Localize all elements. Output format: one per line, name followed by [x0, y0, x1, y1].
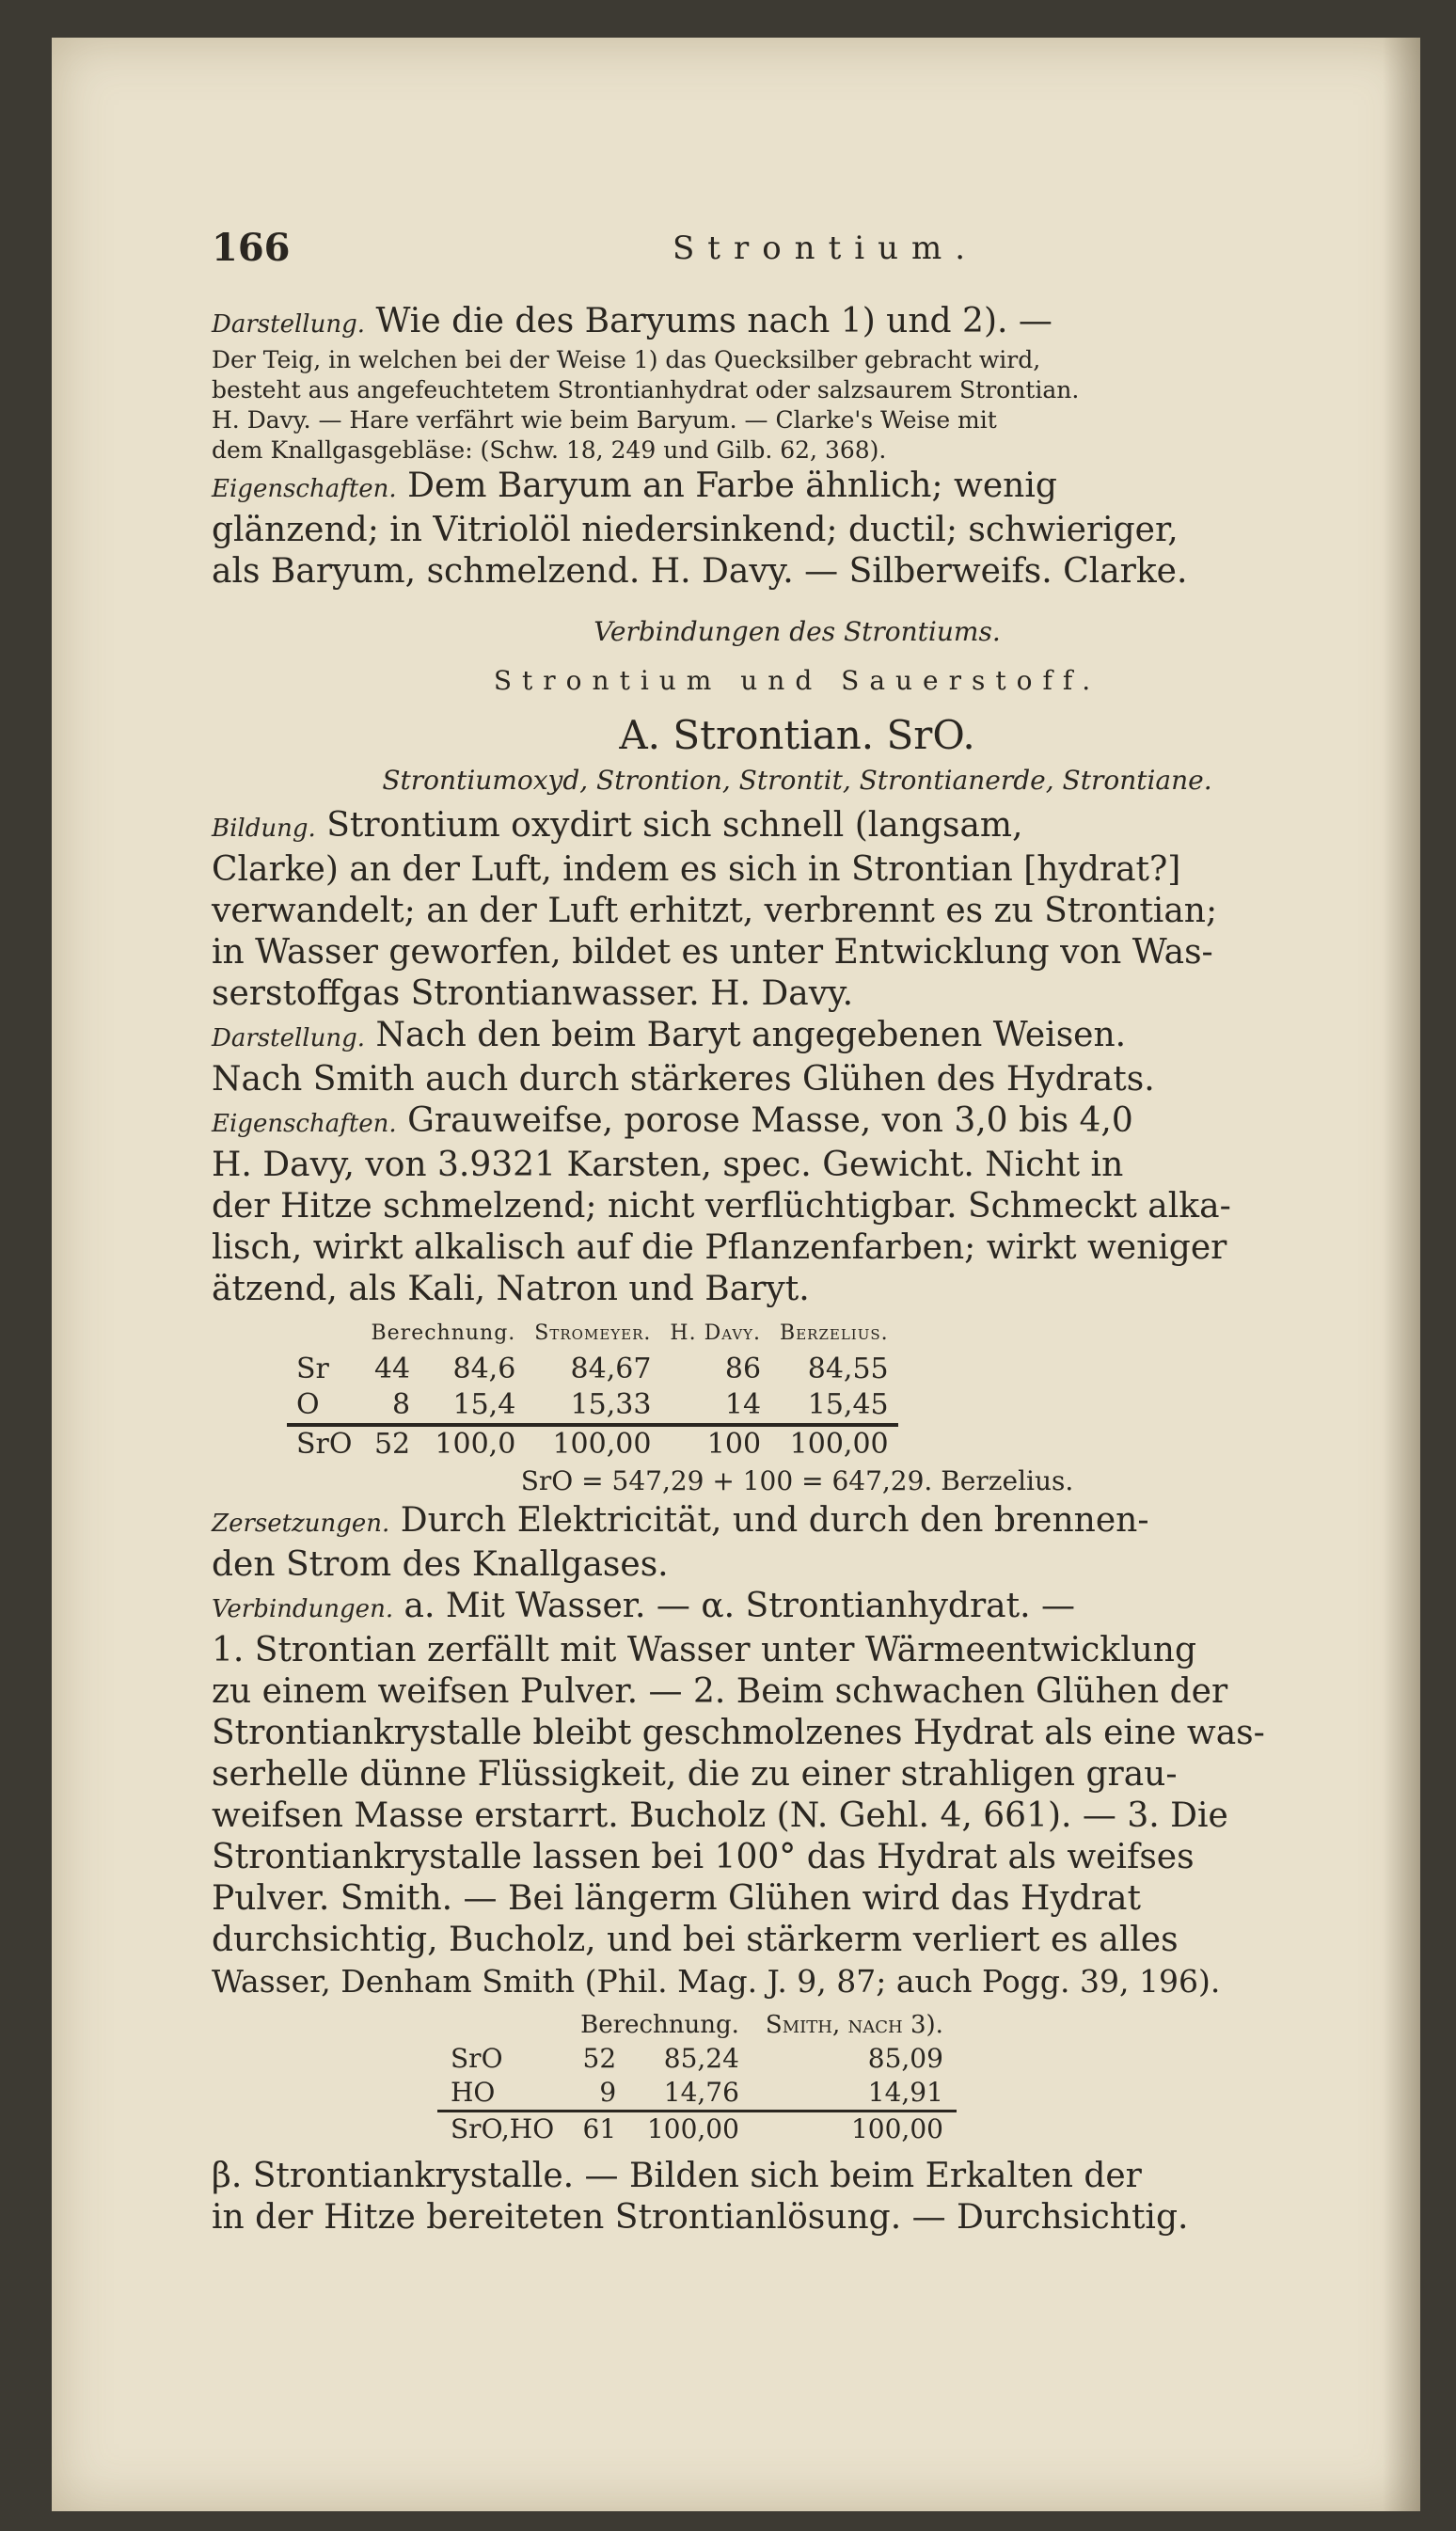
table-cell: 14,76 — [663, 2077, 739, 2108]
table-cell: 15,33 — [570, 1388, 652, 1421]
table-header-row — [437, 2008, 957, 2042]
text-line: Strontiankrystalle bleibt geschmolzenes Hydrat als eine was- — [212, 1714, 1265, 1752]
atomic-weight-formula: SrO = 547,29 + 100 = 647,29. Berzelius. — [520, 1465, 1074, 1496]
table-row — [287, 1352, 898, 1387]
table-cell: 14,91 — [867, 2077, 943, 2108]
table-cell: 52 — [582, 2043, 617, 2074]
table-header-row — [287, 1316, 898, 1352]
table-sum-row — [437, 2112, 957, 2147]
table-header: Smith, nach 3). — [765, 2011, 943, 2039]
paragraph-text: a. Mit Wasser. — α. Strontianhydrat. — — [404, 1587, 1075, 1625]
table-header: Berzelius. — [780, 1321, 889, 1345]
table-cell: 85,24 — [663, 2043, 739, 2074]
page-number: 166 — [212, 226, 291, 270]
text-line: zu einem weifsen Pulver. — 2. Beim schwachen Glühen der — [212, 1672, 1228, 1711]
paragraph-first-line — [212, 1100, 1383, 1145]
text-line: serstoffgas Strontianwasser. H. Davy. — [212, 974, 854, 1013]
table-cell: 84,6 — [452, 1353, 516, 1385]
paragraph-first-line — [212, 805, 1383, 849]
text-line: ätzend, als Kali, Natron und Baryt. — [212, 1270, 810, 1308]
text-line: verwandelt; an der Luft erhitzt, verbrennt es zu Strontian; — [212, 892, 1218, 930]
text-line: in der Hitze bereiteten Strontianlösung. — Durchsichtig. — [212, 2198, 1189, 2237]
table-cell: 8 — [392, 1388, 411, 1421]
table-cell: 84,55 — [807, 1353, 889, 1385]
synonyms-line: Strontiumoxyd, Strontion, Strontit, Strontianerde, Strontiane. — [382, 765, 1212, 796]
table-cell: 100,00 — [770, 1425, 898, 1463]
table-cell: 61 — [567, 2112, 629, 2147]
text-line: der Hitze schmelzend; nicht verflüchtigbar. Schmeckt alka- — [212, 1187, 1231, 1226]
page-header — [212, 226, 1383, 282]
paragraph-first-line — [212, 1500, 1383, 1544]
paragraph-eigenschaften — [212, 466, 1383, 593]
table-header: Berechnung. — [580, 2011, 739, 2039]
paragraph-first-line — [212, 466, 1383, 510]
page-spine-shadow — [1383, 38, 1420, 2511]
text-line: durchsichtig, Bucholz, und bei stärkerm verliert es alles — [212, 1921, 1179, 1959]
section-subtitle: Strontium und Sauerstoff. — [493, 665, 1101, 696]
text-line: als Baryum, schmelzend. H. Davy. — Silberweifs. Clarke. — [212, 552, 1188, 591]
table-cell: 100 — [660, 1425, 770, 1463]
table-cell: 9 — [599, 2077, 617, 2108]
composition-table — [287, 1316, 898, 1463]
paragraph-label: Eigenschaften. — [212, 475, 397, 503]
table-cell: 86 — [724, 1353, 762, 1385]
text-line: Wasser, Denham Smith (Phil. Mag. J. 9, 87; auch Pogg. 39, 196). — [212, 1963, 1221, 2000]
table-cell: Sr — [296, 1353, 329, 1385]
paragraph-label: Bildung. — [212, 815, 316, 843]
table-cell: SrO — [287, 1425, 362, 1463]
paragraph-text: Nach den beim Baryt angegebenen Weisen. — [375, 1016, 1127, 1054]
paragraph-text: Grauweifse, porose Masse, von 3,0 bis 4,0 — [407, 1101, 1133, 1140]
paragraph-first-line — [212, 1586, 1383, 1630]
table-cell: 100,00 — [752, 2112, 957, 2147]
book-page — [52, 38, 1420, 2511]
hydrate-table — [437, 2008, 957, 2146]
paragraph-text: Strontium oxydirt sich schnell (langsam, — [326, 806, 1023, 845]
text-line: Pulver. Smith. — Bei längerm Glühen wird das Hydrat — [212, 1879, 1141, 1918]
paragraph-zersetzungen — [212, 1500, 1383, 1586]
table-cell: 100,00 — [525, 1425, 660, 1463]
text-line: H. Davy, von 3.9321 Karsten, spec. Gewicht. Nicht in — [212, 1146, 1124, 1184]
table-cell: SrO — [451, 2043, 503, 2074]
paragraph-eigenschaften-2 — [212, 1100, 1383, 1310]
paragraph-label: Darstellung. — [212, 310, 365, 339]
text-line: H. Davy. — Hare verfährt wie beim Baryum. — Clarke's Weise mit — [212, 406, 997, 434]
text-line: weifsen Masse erstarrt. Bucholz (N. Gehl. 4, 661). — 3. Die — [212, 1796, 1228, 1835]
paragraph-bildung — [212, 805, 1383, 1015]
table-cell: 15,4 — [452, 1388, 516, 1421]
table-header: H. Davy. — [670, 1321, 762, 1345]
paragraph-strontiankrystalle — [212, 2156, 1383, 2238]
table-row — [287, 1387, 898, 1425]
table-cell: 14 — [724, 1388, 762, 1421]
table-cell: HO — [451, 2077, 496, 2108]
table-cell: 100,00 — [629, 2112, 752, 2147]
table-header: Stromeyer. — [534, 1321, 652, 1345]
text-line: lisch, wirkt alkalisch auf die Pflanzenfarben; wirkt weniger — [212, 1228, 1227, 1267]
table-cell: 100,0 — [419, 1425, 525, 1463]
text-line: in Wasser geworfen, bildet es unter Entwicklung von Was- — [212, 933, 1213, 972]
paragraph-label: Eigenschaften. — [212, 1110, 397, 1138]
table-cell: 84,67 — [570, 1353, 652, 1385]
paragraph-first-line — [212, 301, 1383, 345]
paragraph-label: Darstellung. — [212, 1024, 365, 1052]
table-header — [437, 2008, 567, 2042]
table-header: Berechnung. — [371, 1321, 516, 1345]
table-header — [287, 1316, 362, 1352]
paragraph-text: Dem Baryum an Farbe ähnlich; wenig — [407, 467, 1057, 505]
text-line: dem Knallgasgebläse: (Schw. 18, 249 und Gilb. 62, 368). — [212, 436, 887, 464]
text-line: glänzend; in Vitriolöl niedersinkend; ductil; schwieriger, — [212, 511, 1179, 549]
text-line: Strontiankrystalle lassen bei 100° das Hydrat als weifses — [212, 1838, 1195, 1876]
paragraph-label: Zersetzungen. — [212, 1510, 390, 1538]
paragraph-darstellung-2 — [212, 1015, 1383, 1100]
table-cell: 44 — [373, 1353, 411, 1385]
paragraph-first-line — [212, 1015, 1383, 1059]
table-cell: O — [296, 1388, 320, 1421]
table-cell: SrO,HO — [437, 2112, 567, 2147]
running-title: Strontium. — [673, 229, 979, 267]
table-sum-row — [287, 1425, 898, 1463]
table-row — [437, 2076, 957, 2112]
text-line: besteht aus angefeuchtetem Strontianhydrat oder salzsaurem Strontian. — [212, 376, 1080, 403]
paragraph-label: Verbindungen. — [212, 1595, 394, 1623]
paragraph-text: Wie die des Baryums nach 1) und 2). — — [375, 302, 1052, 340]
text-line: 1. Strontian zerfällt mit Wasser unter Wärmeentwicklung — [212, 1631, 1197, 1669]
table-cell: 52 — [362, 1425, 420, 1463]
paragraph-darstellung — [212, 301, 1383, 466]
table-row — [437, 2042, 957, 2076]
text-line: Clarke) an der Luft, indem es sich in Strontian [hydrat?] — [212, 850, 1181, 889]
paragraph-text: Durch Elektricität, und durch den brennen- — [400, 1501, 1149, 1540]
paragraph-verbindungen — [212, 1586, 1383, 2002]
text-line: Nach Smith auch durch stärkeres Glühen des Hydrats. — [212, 1060, 1155, 1099]
text-line: serhelle dünne Flüssigkeit, die zu einer strahligen grau- — [212, 1755, 1178, 1794]
table-cell: 85,09 — [867, 2043, 943, 2074]
page-content — [212, 226, 1383, 2238]
compound-heading: A. Strontian. SrO. — [619, 712, 975, 758]
text-line: Der Teig, in welchen bei der Weise 1) das Quecksilber gebracht wird, — [212, 346, 1041, 373]
section-title: Verbindungen des Strontiums. — [593, 616, 1001, 647]
table-cell: 15,45 — [807, 1388, 889, 1421]
text-line: den Strom des Knallgases. — [212, 1545, 669, 1584]
text-line: β. Strontiankrystalle. — Bilden sich beim Erkalten der — [212, 2157, 1142, 2195]
